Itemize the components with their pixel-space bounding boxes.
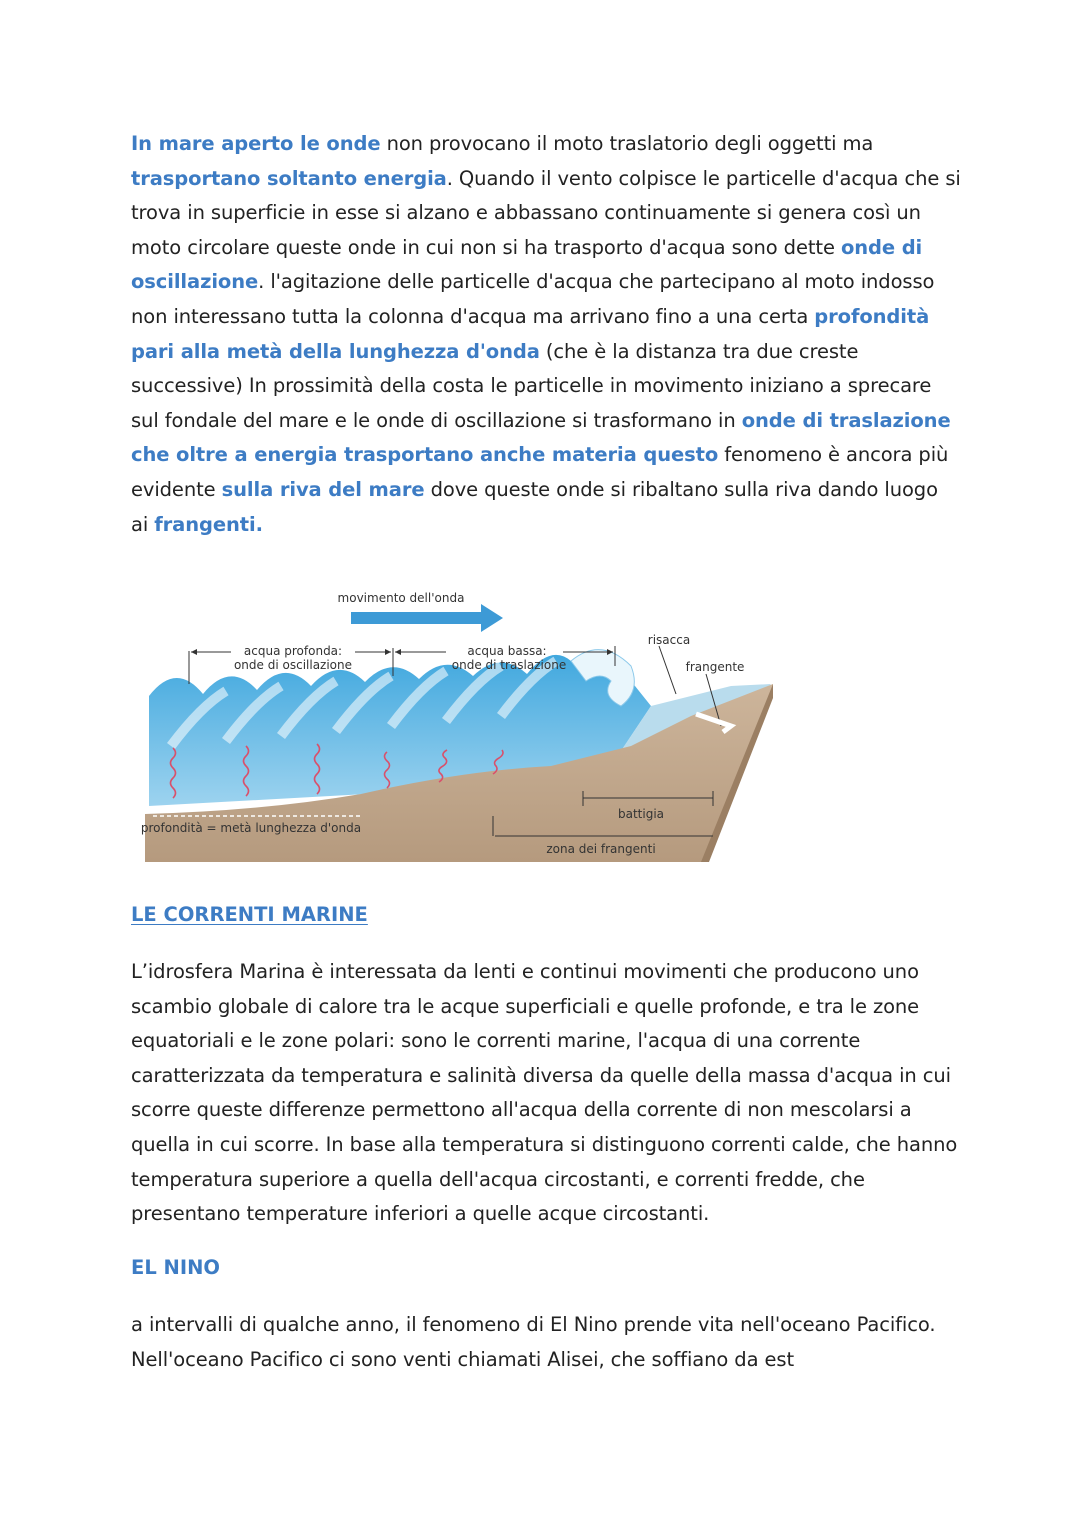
body-text: . l'agitazione delle particelle d'acqua che partecipano al moto indosso non interessano tutta la colonna d'acqua ma arrivano fino a una certa xyxy=(131,270,935,328)
highlight-text: onde di oscillazione xyxy=(131,235,923,294)
body-text: non provocano il moto traslatorio degli oggetti ma xyxy=(380,132,874,155)
paragraph-waves xyxy=(131,127,961,542)
highlight-text: profondità pari alla metà della lunghezza d'onda xyxy=(131,304,930,363)
paragraph-elnino: a intervalli di qualche anno, il fenomeno di El Nino prende vita nell'oceano Pacifico. Nell'oceano Pacifico ci sono venti chiamati Alisei, che soffiano da est xyxy=(131,1313,936,1371)
depth-label: profondità = metà lunghezza d'onda xyxy=(140,821,362,835)
shallow-label-line2: onde di traslazione xyxy=(451,658,567,672)
highlight-text: onde di traslazione che oltre a energia trasportano anche materia questo xyxy=(131,408,951,467)
body-text: (che è la distanza tra due creste successive) In prossimità della costa le particelle in movimento iniziano a sprecare sul fondale del mare e le onde di oscillazione si trasformano in xyxy=(131,339,932,432)
body-text: dove queste onde si ribaltano sulla riva dando luogo ai xyxy=(131,477,938,536)
body-text: fenomeno è ancora più evidente xyxy=(131,443,949,501)
movement-arrow-icon xyxy=(351,604,503,632)
deep-label-line2: onde di oscillazione xyxy=(233,658,353,672)
heading-elnino: EL NINO xyxy=(131,1256,221,1279)
frangente-label: frangente xyxy=(685,660,745,674)
risacca-label: risacca xyxy=(647,633,691,647)
highlight-text: frangenti. xyxy=(154,512,263,536)
highlight-text: In mare aperto le onde xyxy=(131,132,381,155)
movement-label: movimento dell'onda xyxy=(337,591,465,605)
body-text: . Quando il vento colpisce le particelle d'acqua che si trova in superficie in esse si alzano e abbassano continuamente si genera così un moto circolare queste onde in cui non si ha trasporto d'acqua sono dette xyxy=(131,166,961,259)
zona-label: zona dei frangenti xyxy=(546,842,656,856)
battigia-label: battigia xyxy=(617,807,665,821)
shallow-label-line1: acqua bassa: xyxy=(467,644,547,658)
highlight-text: sulla riva del mare xyxy=(221,477,425,501)
highlight-text: trasportano soltanto energia xyxy=(131,166,447,190)
heading-currents: LE CORRENTI MARINE xyxy=(131,903,368,926)
deep-label-line1: acqua profonda: xyxy=(243,644,343,658)
wave-diagram xyxy=(131,566,781,866)
paragraph-currents: L’idrosfera Marina è interessata da lenti e continui movimenti che producono uno scambio globale di calore tra le acque superficiali e quelle profonde, e tra le zone equatoriali e le zone polari: sono le correnti marine, l'acqua di una corrente caratterizzata da temperatura e salinità diversa da quelle della massa d'acqua in cui scorre queste differenze permettono all'acqua della corrente di non mescolarsi a quella in cui scorre. In base alla temperatura si distinguono correnti calde, che hanno temperatura superiore a quella dell'acqua circostanti, e correnti fredde, che presentano temperature inferiori a quelle acque circostanti. xyxy=(131,960,958,1226)
